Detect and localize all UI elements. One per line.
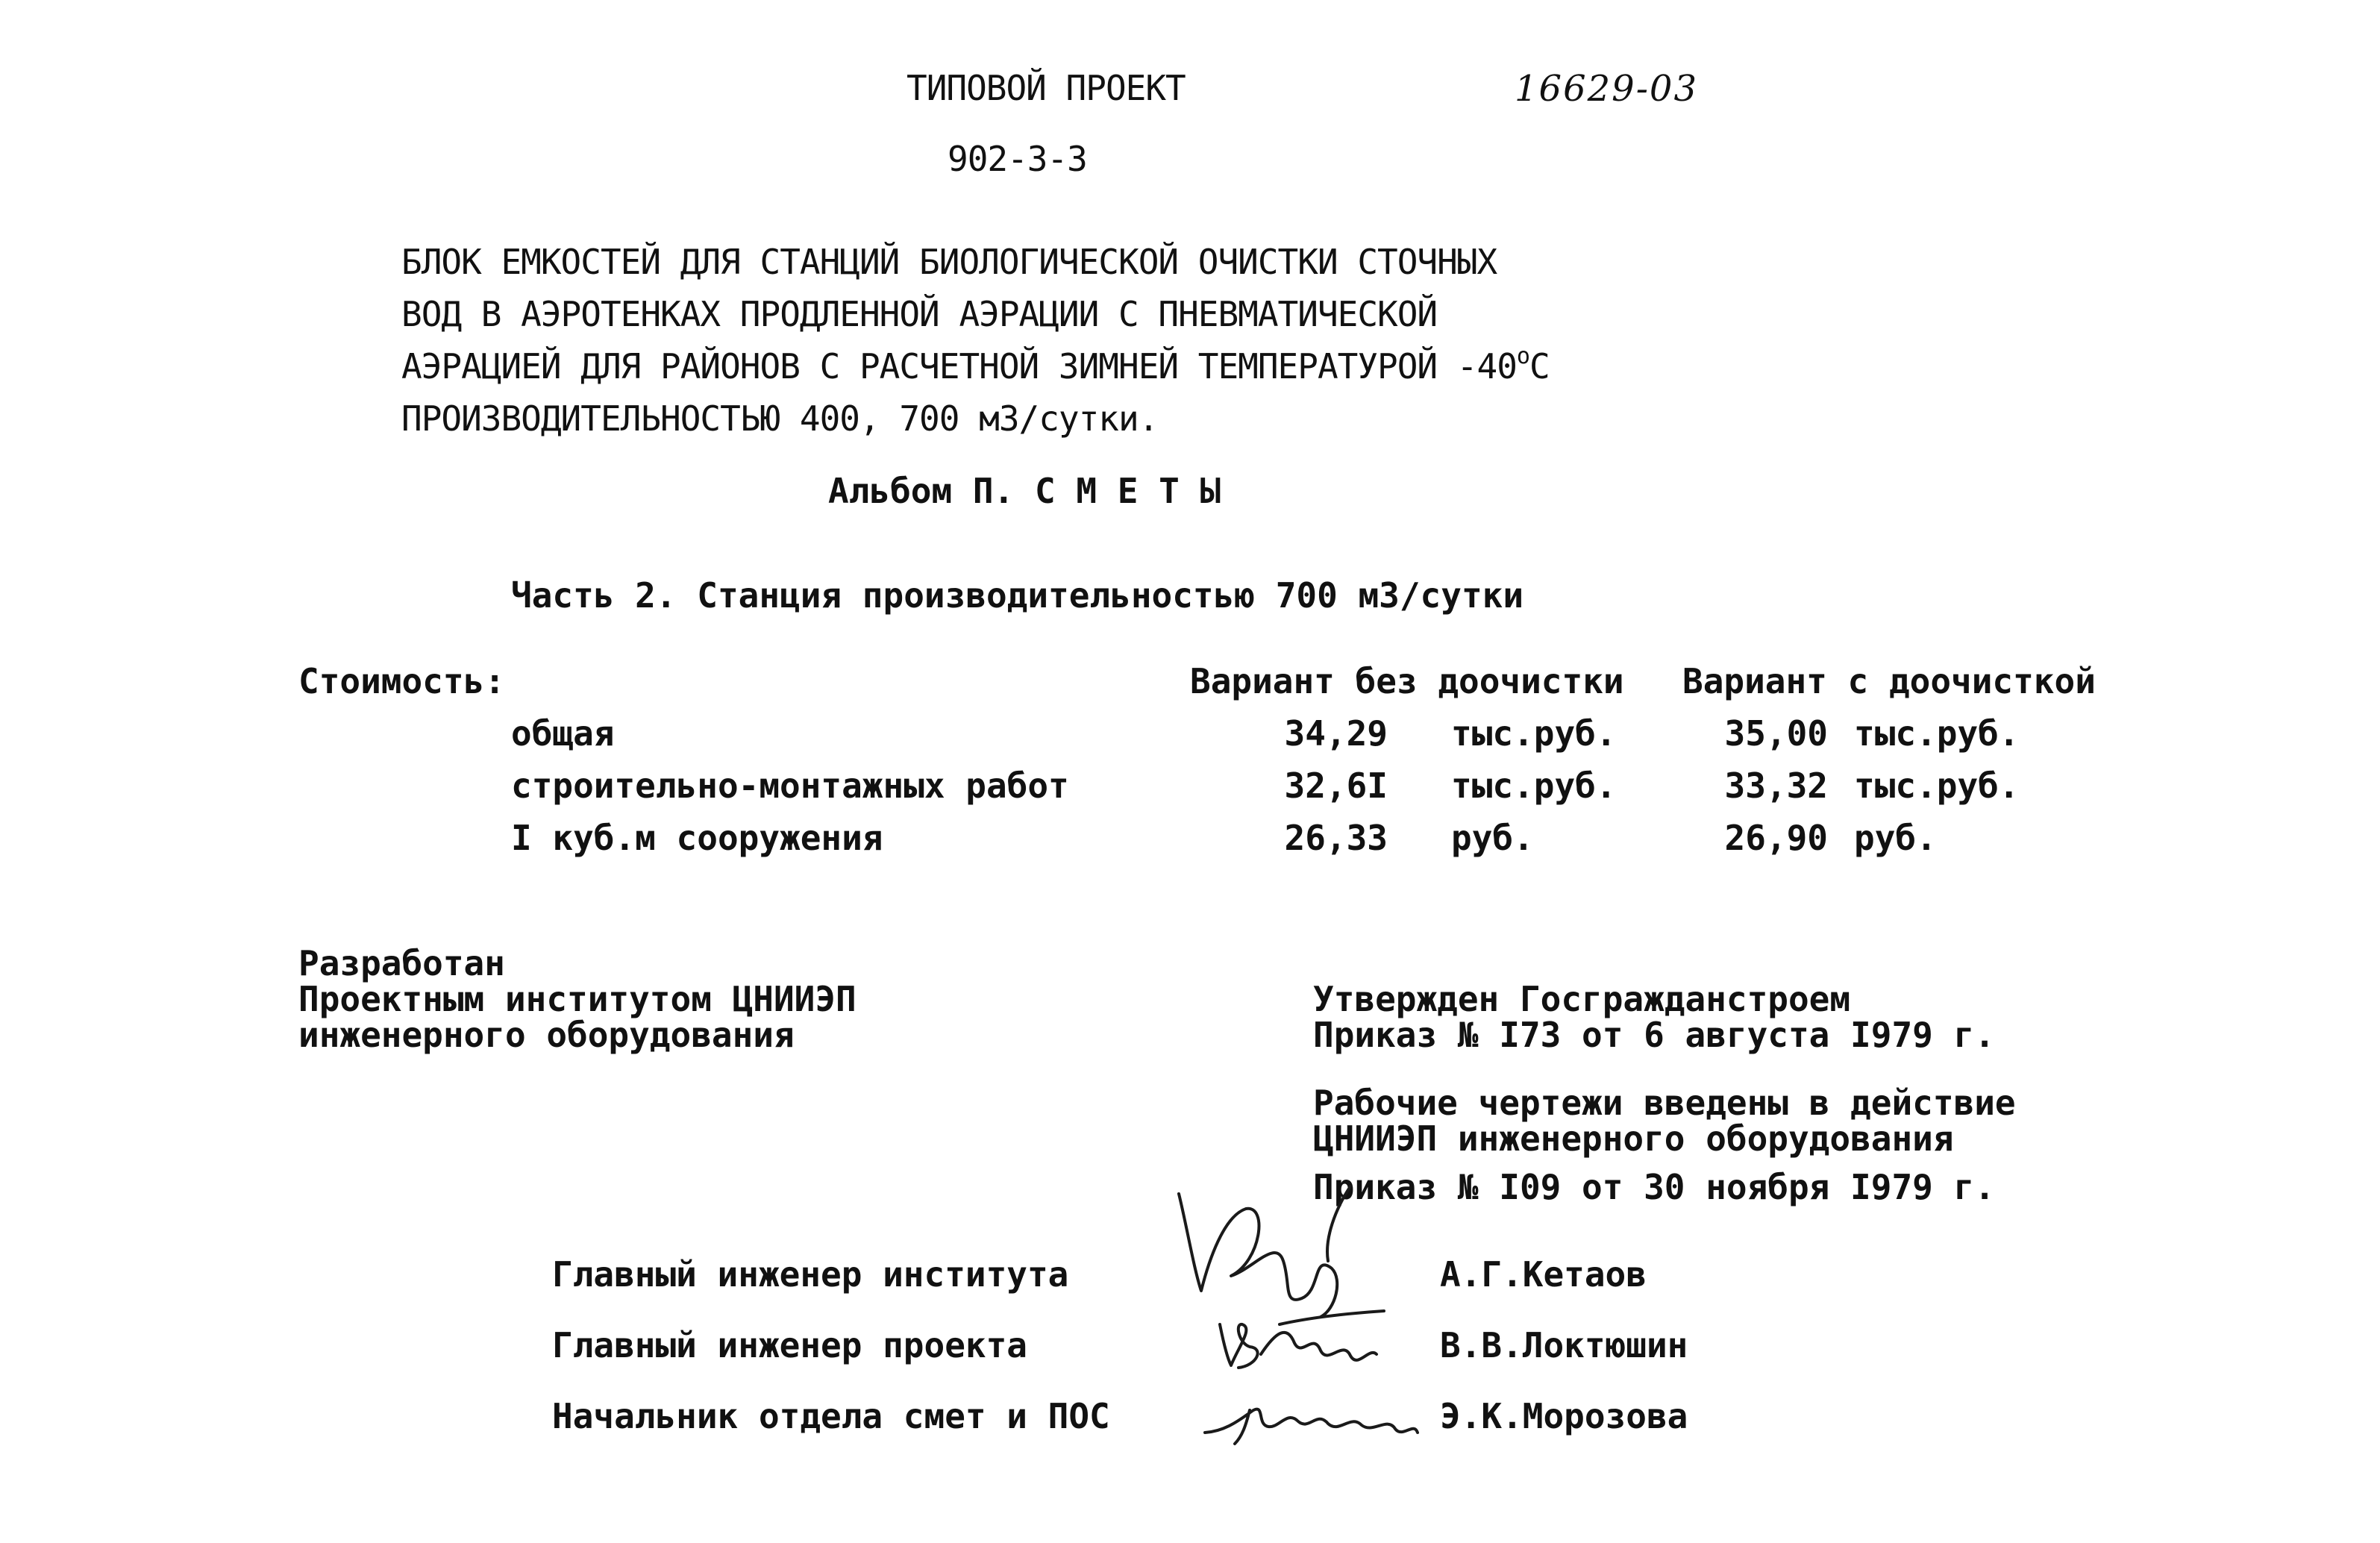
title-line-2: ВОД В АЭРОТЕНКАХ ПРОДЛЕННОЙ АЭРАЦИИ С ПНЕВМАТИЧЕСКОЙ — [401, 294, 1438, 334]
cost-value: 26,90 — [1724, 818, 1828, 858]
developed-line: Проектным институтом ЦНИИЭП — [298, 979, 857, 1019]
title-line-3: АЭРАЦИЕЙ ДЛЯ РАЙОНОВ С РАСЧЕТНОЙ ЗИМНЕЙ ТЕМПЕРАТУРОЙ -40$^o$C — [401, 343, 1550, 386]
project-type-label: ТИПОВОЙ ПРОЕКТ — [906, 68, 1186, 108]
signature-chief-engineer-project — [1209, 1302, 1388, 1377]
cost-unit: руб. — [1451, 818, 1534, 858]
cost-value: 35,00 — [1724, 713, 1828, 754]
approved-line: Утвержден Госгражданстроем — [1313, 979, 1851, 1019]
signatory-role: Главный инженер проекта — [552, 1325, 1027, 1365]
cost-row-label: общая — [511, 713, 615, 754]
signatory-role: Начальник отдела смет и ПОС — [552, 1396, 1110, 1436]
cost-row-label: строительно-монтажных работ — [511, 766, 1069, 806]
cost-value: 33,32 — [1724, 766, 1828, 806]
cost-heading: Стоимость: — [298, 661, 505, 701]
project-code-handwritten: 16629-03 — [1515, 68, 1698, 110]
project-number: 902-3-3 — [948, 139, 1087, 179]
signatory-name: В.В.Локтюшин — [1440, 1325, 1688, 1365]
col1-header: Вариант без доочистки — [1190, 661, 1624, 701]
developed-line: Разработан — [298, 943, 505, 983]
cost-row-label: I куб.м сооружения — [511, 818, 883, 858]
cost-unit: тыс.руб. — [1451, 766, 1617, 806]
title-line-4: ПРОИЗВОДИТЕЛЬНОСТЬЮ 400, 700 м3/сутки. — [401, 398, 1159, 439]
signature-chief-engineer-institute — [1171, 1179, 1365, 1321]
approved-line: Приказ № I73 от 6 августа I979 г. — [1313, 1015, 1995, 1055]
col2-header: Вариант с доочисткой — [1682, 661, 2096, 701]
cost-unit: тыс.руб. — [1451, 713, 1617, 754]
cost-unit: тыс.руб. — [1854, 713, 2020, 754]
signatory-name: А.Г.Кетаов — [1440, 1254, 1647, 1295]
cost-unit: тыс.руб. — [1854, 766, 2020, 806]
part-title: Часть 2. Станция производительностью 700 м3/сутки — [511, 575, 1524, 616]
cost-value: 34,29 — [1284, 713, 1388, 754]
signatory-name: Э.К.Морозова — [1440, 1396, 1688, 1436]
enacted-line: Рабочие чертежи введены в действие — [1313, 1083, 2016, 1123]
cost-unit: руб. — [1854, 818, 1937, 858]
cost-value: 26,33 — [1284, 818, 1388, 858]
album-title: Альбом П. С М Е Т Ы — [828, 471, 1221, 511]
signatory-role: Главный инженер института — [552, 1254, 1069, 1295]
developed-line: инженерного оборудования — [298, 1015, 795, 1055]
title-line-1: БЛОК ЕМКОСТЕЙ ДЛЯ СТАНЦИЙ БИОЛОГИЧЕСКОЙ ОЧИСТКИ СТОЧНЫХ — [401, 242, 1497, 282]
cost-value: 32,6I — [1284, 766, 1388, 806]
signature-head-estimates — [1197, 1388, 1421, 1447]
enacted-line: Приказ № I09 от 30 ноября I979 г. — [1313, 1167, 1995, 1207]
degree-sign: o — [1516, 343, 1529, 369]
enacted-line: ЦНИИЭП инженерного оборудования — [1313, 1118, 1954, 1159]
